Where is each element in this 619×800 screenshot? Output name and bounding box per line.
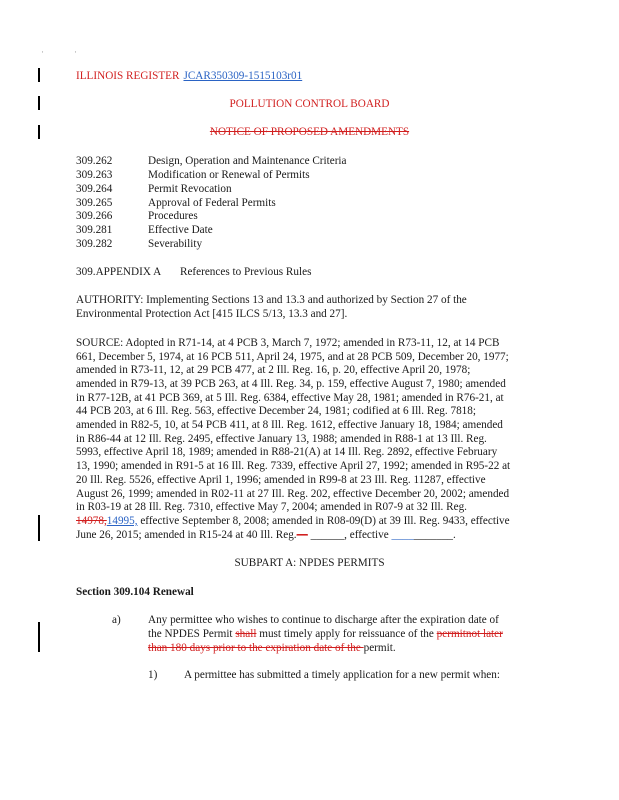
struck-text: permitnot later <box>436 628 503 640</box>
source-line: 5993, effective April 18, 1989; amended in R88-21(A) at 14 Ill. Reg. 2892, effective February <box>76 446 498 458</box>
section-heading: Section 309.104 Renewal <box>76 586 194 598</box>
toc-row <box>76 168 310 182</box>
authority-line: AUTHORITY: Implementing Sections 13 and 13.3 and authorized by Section 27 of the <box>76 294 467 306</box>
notice-title: NOTICE OF PROPOSED AMENDMENTS <box>209 126 410 138</box>
source-text: June 26, 2015; amended in R15-24 at 40 Ill. Reg. <box>76 529 297 541</box>
register-title: ILLINOIS REGISTER <box>76 70 180 82</box>
item-text-part: permit. <box>363 642 396 654</box>
struck-text: than 180 days prior to the expiration date of the <box>148 642 364 654</box>
toc-num: 309.266 <box>76 210 113 222</box>
toc-title: Effective Date <box>148 224 213 236</box>
item-text-part: the NPDES Permit <box>148 628 236 640</box>
source-text: effective September 8, 2008; amended in R08-09(D) at 39 Ill. Reg. 9433, effective <box>137 515 510 527</box>
source-line: in R77-12B, at 41 PCB 369, at 5 Ill. Reg. 6384, effective May 28, 1981; amended in R76-21, at <box>76 392 504 404</box>
source-line <box>76 514 510 528</box>
source-line: amended in R79-13, at 39 PCB 263, at 4 Ill. Reg. 34, p. 159, effective August 7, 1980; amended <box>76 378 506 390</box>
toc-num: 309.265 <box>76 197 113 209</box>
struck-text: 14978, <box>76 515 107 527</box>
source-line: amended in R73-11, 12, at 29 PCB 477, at 2 Ill. Reg. 16, p. 20, effective April 20, 1978; <box>76 364 471 376</box>
change-bar <box>38 68 40 82</box>
toc-num: 309.263 <box>76 169 113 181</box>
source-line: in R03-19 at 28 Ill. Reg. 7310, effective May 7, 2004; amended in R07-9 at 32 Ill. Reg. <box>76 501 467 513</box>
toc-row <box>76 209 198 223</box>
toc-title: Approval of Federal Permits <box>148 197 276 209</box>
toc-num: 309.262 <box>76 155 113 167</box>
appendix-row <box>76 265 311 279</box>
item-text <box>148 627 503 641</box>
source-line: SOURCE: Adopted in R71-14, at 4 PCB 3, March 7, 1972; amended in R73-11, 12, at 14 PCB <box>76 337 500 349</box>
change-bar <box>38 515 40 541</box>
source-line: 20 Ill. Reg. 5526, effective April 1, 1996; amended in R99-8 at 23 Ill. Reg. 11287, effective <box>76 474 486 486</box>
board-title: POLLUTION CONTROL BOARD <box>229 98 390 110</box>
source-line: August 26, 1999; amended in R02-11 at 27 Ill. Reg. 202, effective December 20, 2002; amended <box>76 488 510 500</box>
source-line: 13, 1990; amended in R91-5 at 16 Ill. Reg. 7339, effective April 27, 1992; amended in R95-22 at <box>76 460 511 472</box>
subitem-text: A permittee has submitted a timely application for a new permit when: <box>184 669 500 681</box>
appendix-title: References to Previous Rules <box>180 266 312 278</box>
item-label: a) <box>112 614 121 626</box>
source-text: ______, effective <box>307 529 392 541</box>
doc-id: JCAR350309-1515103r01 <box>183 70 303 82</box>
source-line: amended in R82-5, 10, at 54 PCB 411, at 8 Ill. Reg. 1612, effective January 18, 1984; amended <box>76 419 503 431</box>
change-bar <box>38 622 40 652</box>
toc-num: 309.281 <box>76 224 113 236</box>
toc-title: Design, Operation and Maintenance Criteria <box>148 155 347 167</box>
item-text: Any permittee who wishes to continue to discharge after the expiration date of <box>148 614 499 626</box>
toc-row <box>76 196 276 210</box>
item-text-part: must timely apply for reissuance of the <box>256 628 437 640</box>
subitem-label: 1) <box>148 669 158 681</box>
struck-text: — <box>296 529 308 541</box>
toc-num: 309.264 <box>76 183 113 195</box>
toc-row <box>76 182 232 196</box>
toc-row <box>76 223 213 237</box>
toc-row <box>76 154 347 168</box>
appendix-num: 309.APPENDIX A <box>76 266 162 278</box>
struck-text: shall <box>235 628 257 640</box>
toc-num: 309.282 <box>76 238 113 250</box>
authority-line: Environmental Protection Act [415 ILCS 5/13, 13.3 and 27]. <box>76 308 348 320</box>
toc-row <box>76 237 202 251</box>
scan-speck: · <box>74 47 77 57</box>
toc-title: Severability <box>148 238 203 250</box>
scan-speck: · <box>41 47 44 57</box>
inserted-text: 14995, <box>106 515 138 527</box>
subpart-title: SUBPART A: NPDES PERMITS <box>234 557 385 569</box>
toc-title: Procedures <box>148 210 198 222</box>
source-line: in R86-44 at 12 Ill. Reg. 2495, effective January 13, 1988; amended in R88-1 at 13 Ill. Reg. <box>76 433 487 445</box>
register-header <box>76 69 302 83</box>
source-text: _______. <box>413 529 456 541</box>
source-line: 44 PCB 203, at 6 Ill. Reg. 563, effective December 24, 1981; codified at 6 Ill. Reg. 7818; <box>76 405 476 417</box>
item-text <box>148 641 396 655</box>
toc-title: Permit Revocation <box>148 183 232 195</box>
toc-title: Modification or Renewal of Permits <box>148 169 310 181</box>
source-line <box>76 528 456 542</box>
source-line: 661, December 5, 1974, at 16 PCB 511, April 24, 1975, and at 28 PCB 509, December 20, 1977; <box>76 351 509 363</box>
inserted-blank: ____ <box>391 529 414 541</box>
